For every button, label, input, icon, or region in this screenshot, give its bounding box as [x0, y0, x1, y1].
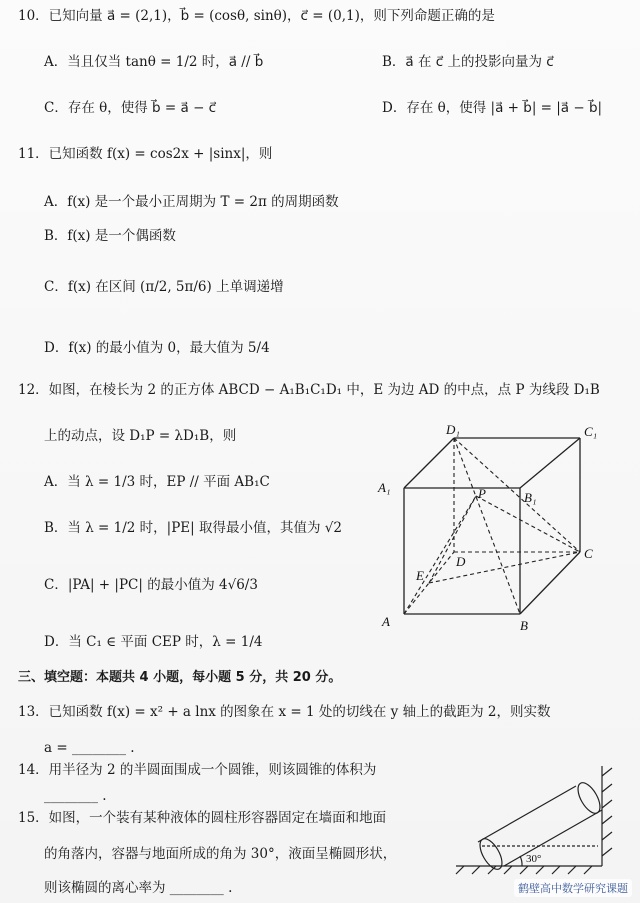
- label-a: A: [382, 614, 390, 629]
- q10-option-c: C．存在 θ，使得 b⃗ = a⃗ − c⃗: [44, 100, 217, 116]
- q11-stem: 11．已知函数 f(x) = cos2x + |sinx|，则: [18, 146, 273, 162]
- label-d: D: [456, 554, 466, 569]
- cube-figure: [370, 424, 620, 640]
- q12-option-c: C．|PA| + |PC| 的最小值为 4√6/3: [44, 577, 258, 593]
- q11-option-d: D．f(x) 的最小值为 0，最大值为 5/4: [44, 340, 270, 356]
- edge-bc: [520, 552, 580, 614]
- segment-d1c: [454, 438, 580, 552]
- label-d1: D₁: [446, 424, 460, 437]
- q15-line3: 则该椭圆的离心率为 ________ .: [44, 880, 233, 896]
- label-b: B: [520, 618, 528, 633]
- q15-line2: 的角落内，容器与地面所成的角为 30°，液面呈椭圆形状，: [44, 846, 397, 862]
- label-b1: B₁: [524, 490, 537, 505]
- watermark: 鹤壁高中数学研究课题: [514, 879, 632, 897]
- q14-line1: 14．用半径为 2 的半圆面围成一个圆锥，则该圆锥的体积为: [18, 762, 377, 778]
- q11-option-b: B．f(x) 是一个偶函数: [44, 228, 176, 244]
- q12-stem-line1: 12．如图，在棱长为 2 的正方体 ABCD − A₁B₁C₁D₁ 中，E 为边 AD 的中点，点 P 为线段 D₁B: [18, 382, 600, 398]
- wall-hatch: [602, 768, 612, 856]
- q13-answer-line: a = ________ .: [44, 740, 135, 756]
- q12-option-b: B．当 λ = 1/2 时，|PE| 取得最小值，其值为 √2: [44, 520, 342, 536]
- segment-ep: [429, 496, 476, 583]
- q10-option-d: D．存在 θ，使得 |a⃗ + b⃗| = |a⃗ − b⃗|: [382, 100, 603, 116]
- label-e: E: [416, 568, 424, 583]
- q12-option-a: A．当 λ = 1/3 时，EP // 平面 AB₁C: [44, 474, 270, 490]
- label-c1: C₁: [584, 424, 598, 439]
- q11-option-a: A．f(x) 是一个最小正周期为 T = 2π 的周期函数: [44, 194, 339, 210]
- q12-stem-line2: 上的动点，设 D₁P = λD₁B，则: [44, 428, 237, 444]
- q10-option-a: A．当且仅当 tanθ = 1/2 时，a⃗ // b⃗: [44, 54, 264, 70]
- angle-label: 30°: [526, 853, 542, 865]
- edge-b1c1: [520, 438, 580, 488]
- segment-d1b: [454, 438, 520, 614]
- q13-line1: 13．已知函数 f(x) = x² + a lnx 的图象在 x = 1 处的切线在 y 轴上的截距为 2，则实数: [18, 704, 551, 720]
- floor-hatch: [456, 866, 592, 874]
- q11-option-c: C．f(x) 在区间 (π/2, 5π/6) 上单调递增: [44, 279, 284, 295]
- label-c: C: [584, 546, 593, 561]
- q10-stem: 10．已知向量 a⃗ = (2,1)，b⃗ = (cosθ, sinθ)，c⃗ = (0,1)，则下列命题正确的是: [18, 8, 495, 24]
- q12-option-d: D．当 C₁ ∈ 平面 CEP 时，λ = 1/4: [44, 634, 263, 650]
- q14-answer-line: ________ .: [44, 788, 107, 804]
- angle-arc: [520, 856, 522, 866]
- section-3-heading: 三、填空题：本题共 4 小题，每小题 5 分，共 20 分。: [18, 670, 342, 685]
- edge-a1d1: [404, 438, 454, 488]
- q15-line1: 15．如图，一个装有某种液体的圆柱形容器固定在墙面和地面: [18, 810, 387, 826]
- label-p: P: [478, 486, 486, 501]
- cylinder-figure: [452, 762, 622, 878]
- label-a1: A₁: [378, 480, 391, 495]
- q10-option-b: B．a⃗ 在 c⃗ 上的投影向量为 c⃗: [382, 54, 554, 70]
- segment-ec: [429, 552, 580, 583]
